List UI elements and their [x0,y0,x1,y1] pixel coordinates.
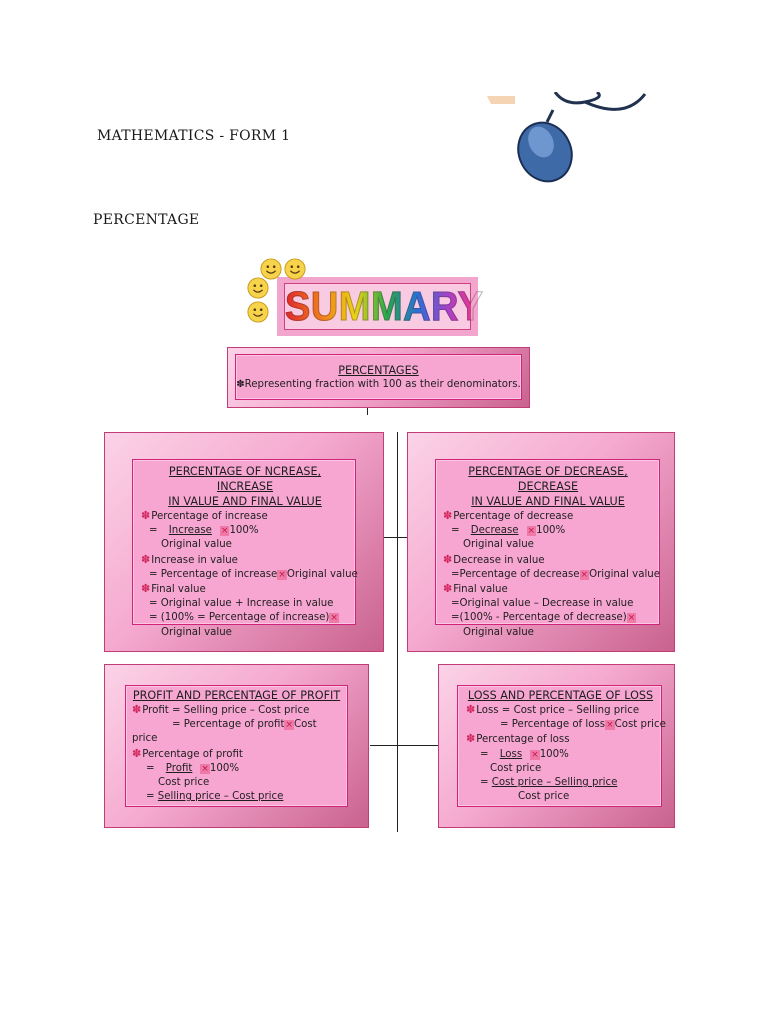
flower-bullet-icon: ✽ [141,552,151,566]
smiley-icon [284,258,306,280]
increase-line: Original value [286,568,358,580]
decrease-line: =Percentage of decrease [451,568,580,580]
equals-sign: = [149,525,161,537]
summary-title: SUMMARY [285,284,484,330]
loss-title: LOSS AND PERCENTAGE OF LOSS [467,689,654,702]
flower-bullet-icon: ✽ [443,582,453,596]
percentage-increase-box [104,432,384,652]
flower-bullet-icon: ✽ [132,703,142,716]
computer-mouse-image [485,92,665,184]
decrease-line: =(100% - Percentage of decrease) [451,612,627,624]
flower-bullet-icon: ✽ [466,732,476,746]
loss-denominator: Cost price [490,762,542,774]
percentages-definition: Representing fraction with 100 as their denominators. [244,379,521,390]
times-icon: × [627,613,636,624]
decrease-line: Original value [463,626,534,638]
equals-sign: = [146,762,158,774]
decrease-line: Final value [453,584,508,596]
profit-line: Profit = Selling price – Cost price [142,705,310,716]
times-icon: × [278,569,286,580]
increase-line: Percentage of increase [151,511,268,522]
times-icon: × [330,613,338,624]
times-icon: × [606,720,614,731]
times-icon: × [285,720,294,731]
summary-banner [277,277,484,336]
flower-bullet-icon: ✽ [141,509,151,522]
times-icon: × [201,763,209,774]
loss-line: Cost price [614,719,666,731]
increase-title-line-2: IN VALUE AND FINAL VALUE [168,495,322,508]
bullet-icon: ✽ [236,379,245,390]
profit-line: 100% [209,762,240,774]
loss-denominator: Cost price [518,791,570,803]
increase-line: = (100% = Percentage of increase) [149,612,330,624]
profit-line: Cost [294,719,317,731]
increase-numerator: Increase [168,525,212,537]
equals-sign: = [480,748,492,760]
flower-bullet-icon: ✽ [141,582,151,596]
times-icon: × [220,526,229,537]
profit-title: PROFIT AND PERCENTAGE OF PROFIT [132,689,341,702]
decrease-line: =Original value – Decrease in value [451,598,634,610]
connector-line [397,432,398,832]
profit-box [104,664,369,828]
loss-numerator: Cost price – Selling price [491,777,618,789]
decrease-line: 100% [536,525,566,537]
increase-line: 100% [229,525,259,537]
increase-line: = Original value + Increase in value [149,598,334,610]
equals-sign: = [146,791,158,803]
increase-line: Final value [151,584,206,596]
decrease-numerator: Decrease [470,525,519,537]
section-title: PERCENTAGE [93,212,200,228]
percentage-decrease-box [407,432,675,652]
loss-line: Percentage of loss [476,734,570,746]
profit-numerator: Selling price – Cost price [157,791,284,803]
decrease-line: Original value [589,568,661,580]
loss-numerator: Loss [499,748,523,760]
increase-denominator: Original value [161,539,232,551]
profit-line: Percentage of profit [142,748,243,760]
increase-line: = Percentage of increase [149,568,278,580]
loss-line: = Percentage of loss [500,719,606,731]
flower-bullet-icon: ✽ [443,509,453,522]
decrease-title-line-2: IN VALUE AND FINAL VALUE [471,495,625,508]
smiley-icon [247,301,269,323]
loss-line: Loss = Cost price – Selling price [476,705,640,716]
increase-title-line-1: PERCENTAGE OF NCREASE, INCREASE [168,465,322,493]
percentages-title: PERCENTAGES [338,364,419,377]
profit-line: = Percentage of profit [172,719,285,731]
flower-bullet-icon: ✽ [466,703,476,716]
increase-line: Increase in value [151,554,238,566]
document-title: MATHEMATICS - FORM 1 [97,128,291,144]
decrease-line: Decrease in value [453,554,545,566]
smiley-icon [247,277,269,299]
profit-numerator: Profit [165,762,193,774]
increase-line: Original value [161,626,232,638]
times-icon: × [527,526,536,537]
times-icon: × [580,569,589,580]
loss-line: 100% [539,748,569,760]
percentages-box [227,347,530,408]
connector-line [370,745,440,746]
equals-sign: = [480,777,492,789]
flower-bullet-icon: ✽ [132,746,142,760]
loss-box [438,664,675,828]
profit-denominator: Cost price [158,777,210,789]
equals-sign: = [451,525,463,537]
decrease-line: Percentage of decrease [453,511,574,522]
decrease-denominator: Original value [463,539,534,551]
connector-line [383,537,407,538]
times-icon: × [531,749,539,760]
profit-line: price [132,733,158,745]
flower-bullet-icon: ✽ [443,552,453,566]
decrease-title-line-1: PERCENTAGE OF DECREASE, DECREASE [468,465,628,493]
